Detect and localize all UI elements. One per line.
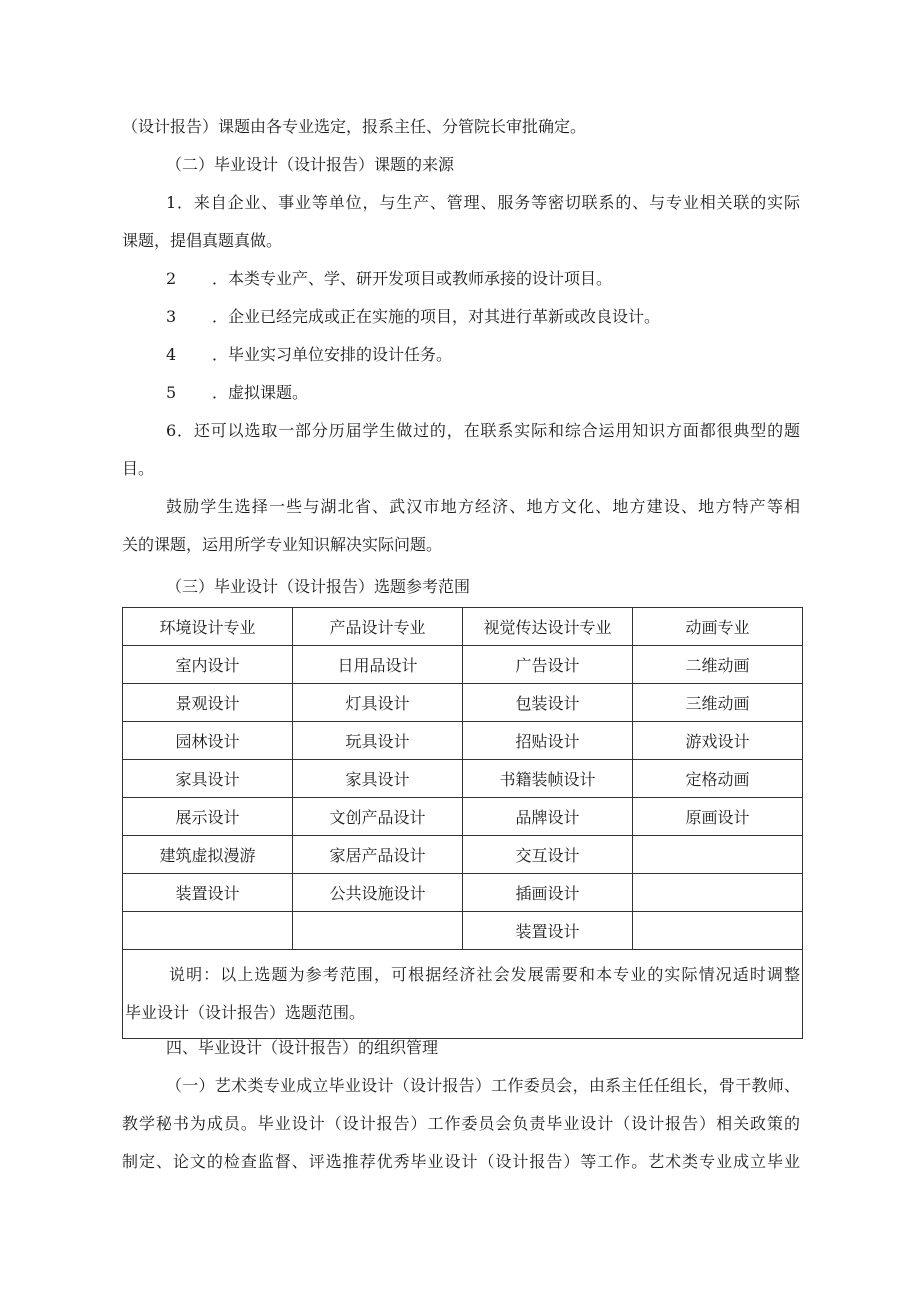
table-note-line1: 说明：以上选题为参考范围，可根据经济社会发展需要和本专业的实际情况适时调整 [169, 965, 800, 984]
section-4-title: 四、毕业设计（设计报告）的组织管理 [166, 1038, 439, 1057]
table-header-row [123, 608, 803, 646]
table-row [123, 646, 803, 684]
table-cell: 家居产品设计 [293, 836, 463, 874]
topic-scope-table [122, 607, 803, 1039]
table-cell: 品牌设计 [463, 798, 633, 836]
table-header: 视觉传达设计专业 [463, 608, 633, 646]
table-cell [123, 912, 293, 950]
table-cell [293, 912, 463, 950]
table-cell: 二维动画 [633, 646, 803, 684]
source-item-1-line1: 1．来自企业、事业等单位，与生产、管理、服务等密切联系的、与专业相关联的实际 [166, 193, 800, 212]
table-cell: 装置设计 [463, 912, 633, 950]
table-cell: 玩具设计 [293, 722, 463, 760]
source-item-4 [166, 345, 452, 365]
source-item-5 [166, 383, 308, 403]
table-cell: 装置设计 [123, 874, 293, 912]
table-cell: 公共设施设计 [293, 874, 463, 912]
table-cell: 书籍装帧设计 [463, 760, 633, 798]
table-cell: 招贴设计 [463, 722, 633, 760]
source-item-1-line2: 课题，提倡真题真做。 [122, 231, 283, 250]
table-row [123, 836, 803, 874]
section-4-paragraph-line3: 制定、论文的检查监督、评选推荐优秀毕业设计（设计报告）等工作。艺术类专业成立毕业 [122, 1152, 800, 1171]
table-cell: 插画设计 [463, 874, 633, 912]
table-cell: 建筑虚拟漫游 [123, 836, 293, 874]
table-header: 环境设计专业 [123, 608, 293, 646]
table-row [123, 722, 803, 760]
source-item-6-line2: 目。 [122, 459, 155, 478]
table-cell: 家具设计 [123, 760, 293, 798]
table-cell: 展示设计 [123, 798, 293, 836]
item-text: ．企业已经完成或正在实施的项目，对其进行革新或改良设计。 [212, 307, 661, 326]
table-row [123, 874, 803, 912]
encourage-paragraph-line1: 鼓励学生选择一些与湖北省、武汉市地方经济、地方文化、地方建设、地方特产等相 [166, 497, 800, 516]
heading-topic-scope: （三）毕业设计（设计报告）选题参考范围 [166, 577, 471, 596]
table-row [123, 912, 803, 950]
table-note [123, 950, 803, 1039]
table-cell: 广告设计 [463, 646, 633, 684]
table-cell: 游戏设计 [633, 722, 803, 760]
table-row [123, 798, 803, 836]
table-cell: 交互设计 [463, 836, 633, 874]
item-text: ．虚拟课题。 [212, 383, 309, 402]
table-header: 动画专业 [633, 608, 803, 646]
table-cell: 家具设计 [293, 760, 463, 798]
table-cell: 原画设计 [633, 798, 803, 836]
table-cell [633, 836, 803, 874]
item-text: ．本类专业产、学、研开发项目或教师承接的设计项目。 [212, 269, 613, 288]
section-4-paragraph-line1: （一）艺术类专业成立毕业设计（设计报告）工作委员会，由系主任任组长，骨干教师、 [166, 1076, 800, 1095]
table-cell: 定格动画 [633, 760, 803, 798]
table-cell: 文创产品设计 [293, 798, 463, 836]
table-cell: 三维动画 [633, 684, 803, 722]
table-cell: 室内设计 [123, 646, 293, 684]
table-note-line2: 毕业设计（设计报告）选题范围。 [125, 1003, 366, 1022]
source-item-6-line1: 6．还可以选取一部分历届学生做过的，在联系实际和综合运用知识方面都很典型的题 [166, 421, 800, 440]
table-cell [633, 874, 803, 912]
table-cell: 日用品设计 [293, 646, 463, 684]
item-number: 5 [166, 383, 177, 402]
item-number: 4 [166, 345, 177, 364]
source-item-3 [166, 307, 660, 327]
item-number: 3 [166, 307, 177, 326]
table-row [123, 684, 803, 722]
table-note-row [123, 950, 803, 1039]
table-header: 产品设计专业 [293, 608, 463, 646]
table-cell [633, 912, 803, 950]
heading-topic-sources: （二）毕业设计（设计报告）课题的来源 [166, 155, 455, 174]
encourage-paragraph-line2: 关的课题，运用所学专业知识解决实际问题。 [122, 535, 443, 554]
table-cell: 灯具设计 [293, 684, 463, 722]
paragraph-approval: （设计报告）课题由各专业选定，报系主任、分管院长审批确定。 [122, 117, 587, 136]
source-item-2 [166, 269, 612, 289]
table-cell: 景观设计 [123, 684, 293, 722]
table-cell: 包装设计 [463, 684, 633, 722]
section-4-paragraph-line2: 教学秘书为成员。毕业设计（设计报告）工作委员会负责毕业设计（设计报告）相关政策的 [122, 1114, 800, 1133]
item-number: 2 [166, 269, 177, 288]
table-cell: 园林设计 [123, 722, 293, 760]
item-text: ．毕业实习单位安排的设计任务。 [212, 345, 453, 364]
table-row [123, 760, 803, 798]
